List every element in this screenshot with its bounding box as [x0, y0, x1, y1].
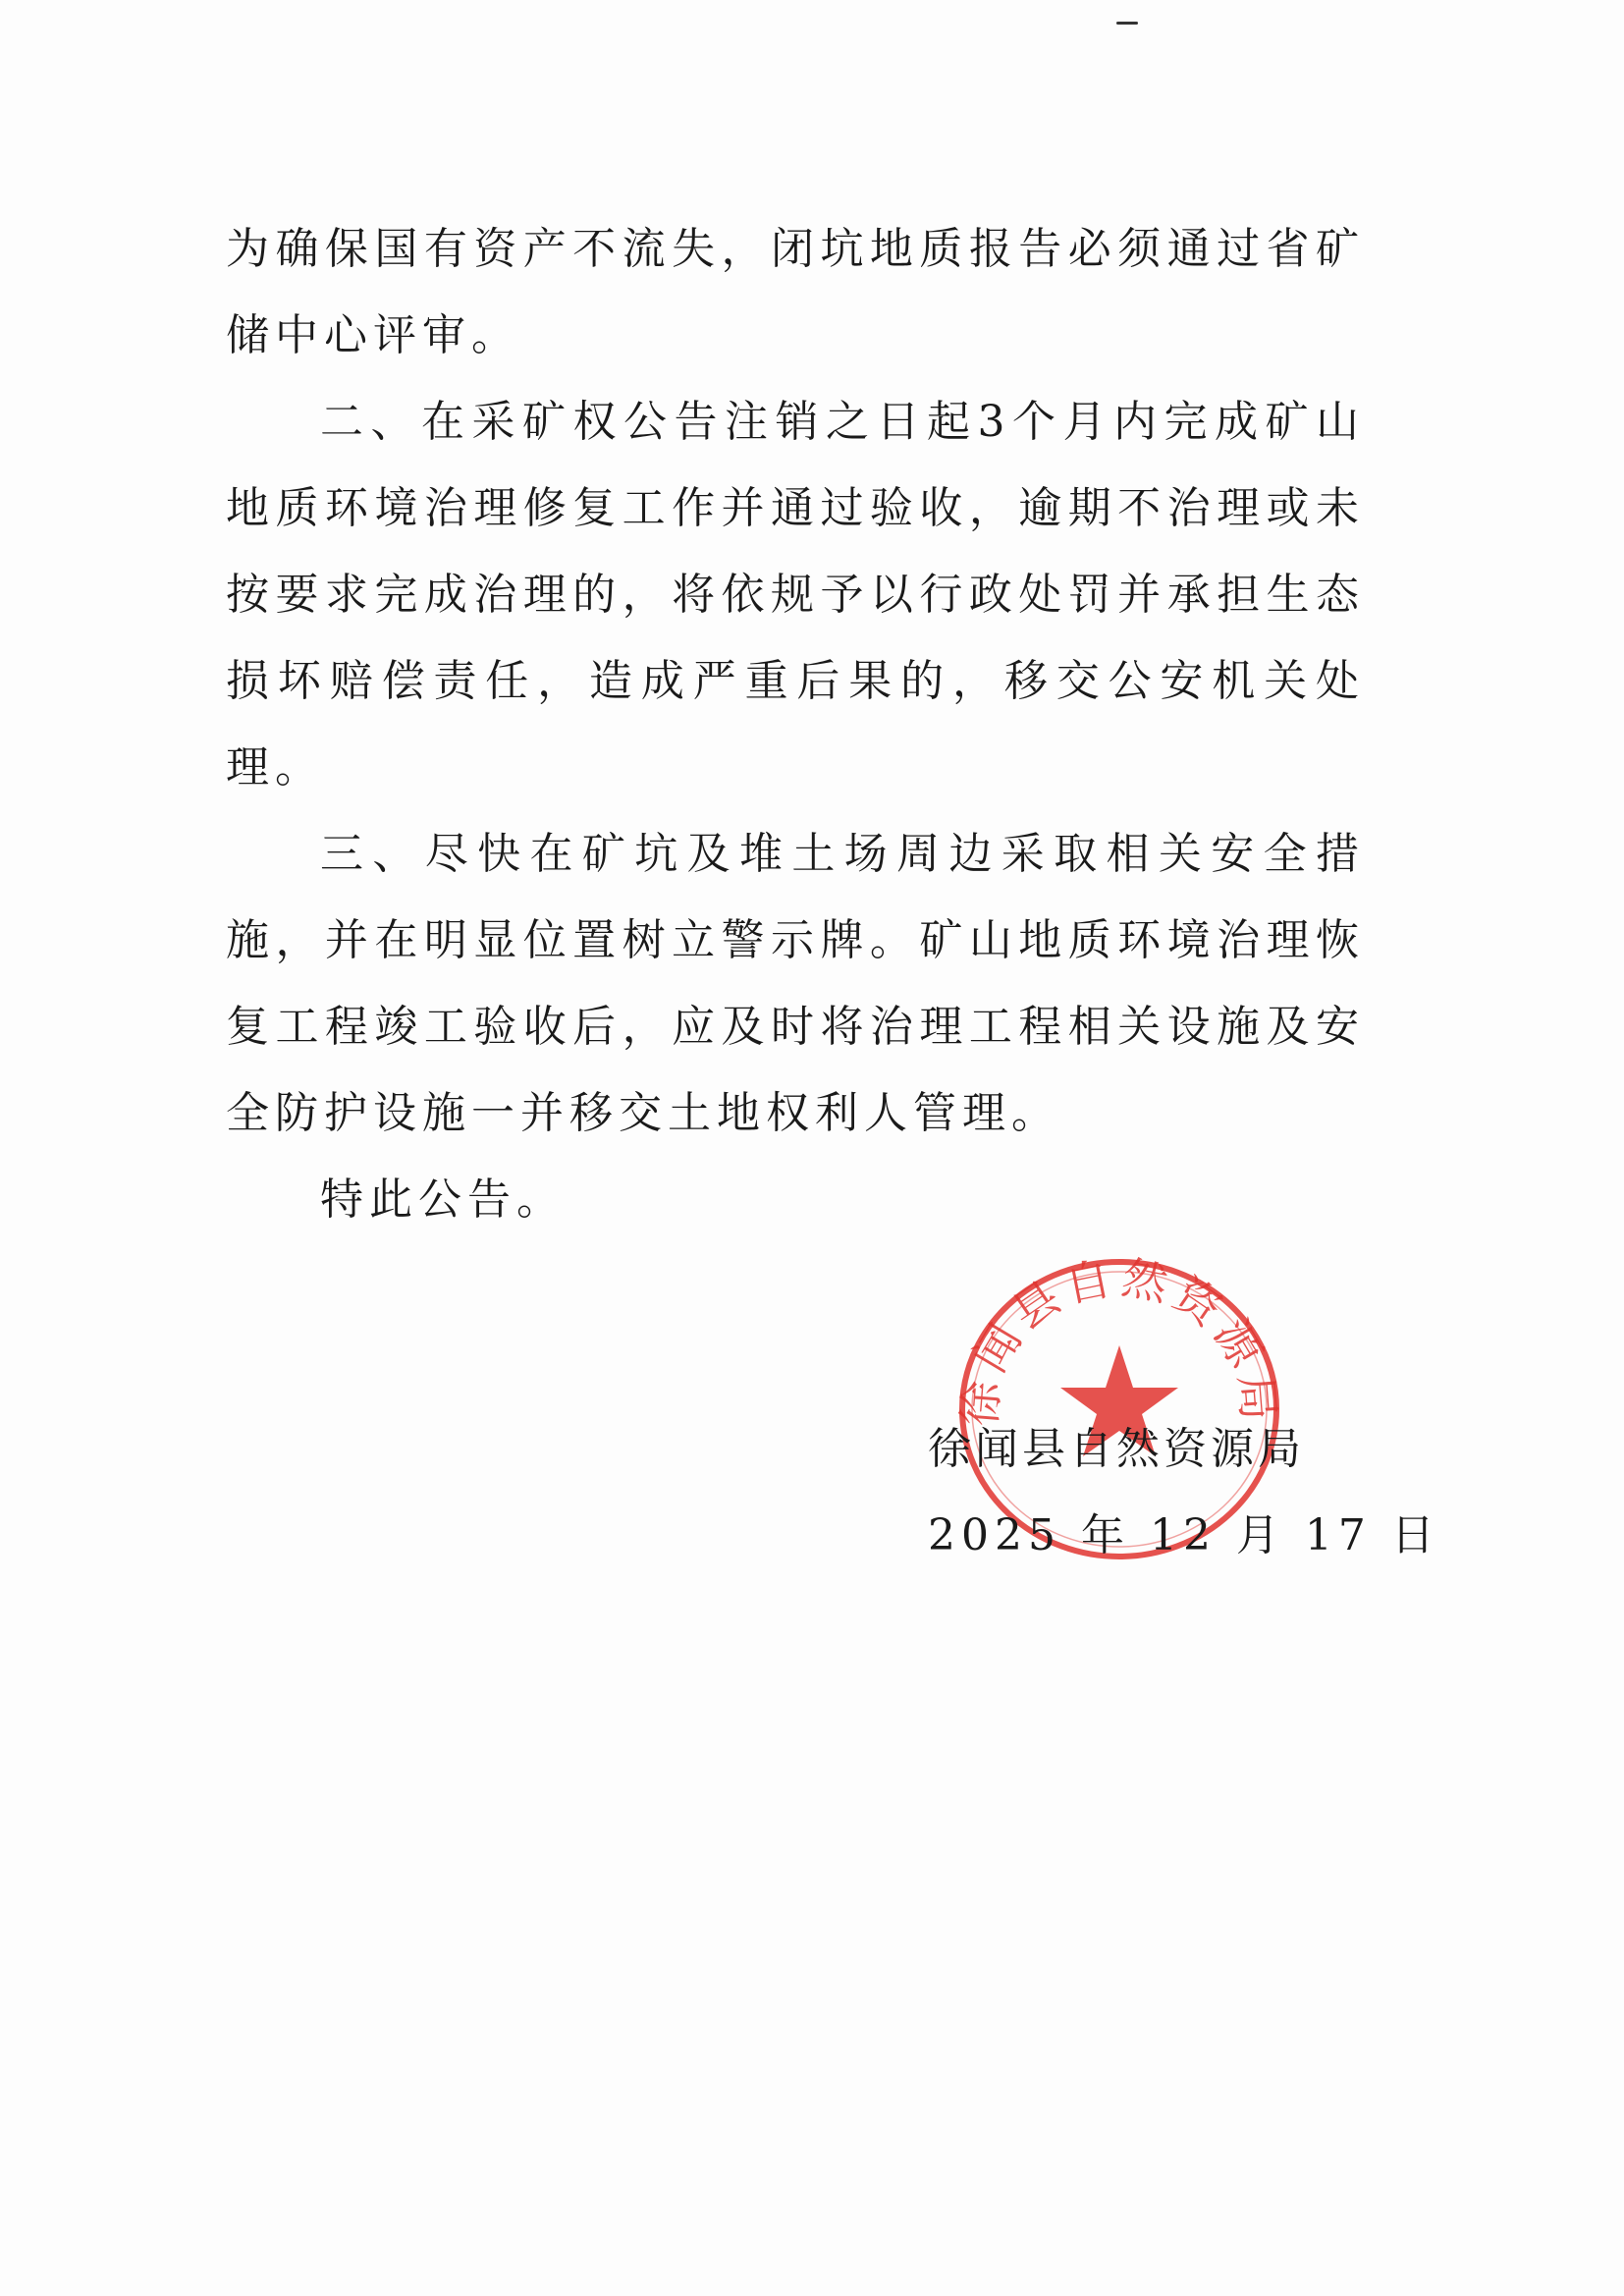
paragraph-item-3: 三、尽快在矿坑及堆土场周边采取相关安全措施，并在明显位置树立警示牌。矿山地质环境治理恢复工程竣工验收后，应及时将治理工程相关设施及安全防护设施一并移交土地权利人管理。	[226, 829, 1365, 1138]
signing-organization: 徐闻县自然资源局	[928, 1424, 1305, 1474]
paragraph-item-2: 二、在采矿权公告注销之日起3个月内完成矿山地质环境治理修复工作并通过验收，逾期不治理或未按要求完成治理的，将依规予以行政处罚并承担生态损坏赔偿责任，造成严重后果的，移交公安机关处理。	[226, 397, 1365, 793]
signing-date: 2025 年 12 月 17 日	[928, 1510, 1440, 1560]
closing-remark: 特此公告。	[320, 1175, 566, 1225]
document-body	[226, 206, 1365, 1243]
signature-block	[928, 1406, 1440, 1579]
scan-mark	[1116, 22, 1138, 25]
seal-text: 徐闻县自然资源局	[954, 1252, 1284, 1429]
paragraph-continuation: 为确保国有资产不流失，闭坑地质报告必须通过省矿储中心评审。	[226, 224, 1365, 360]
